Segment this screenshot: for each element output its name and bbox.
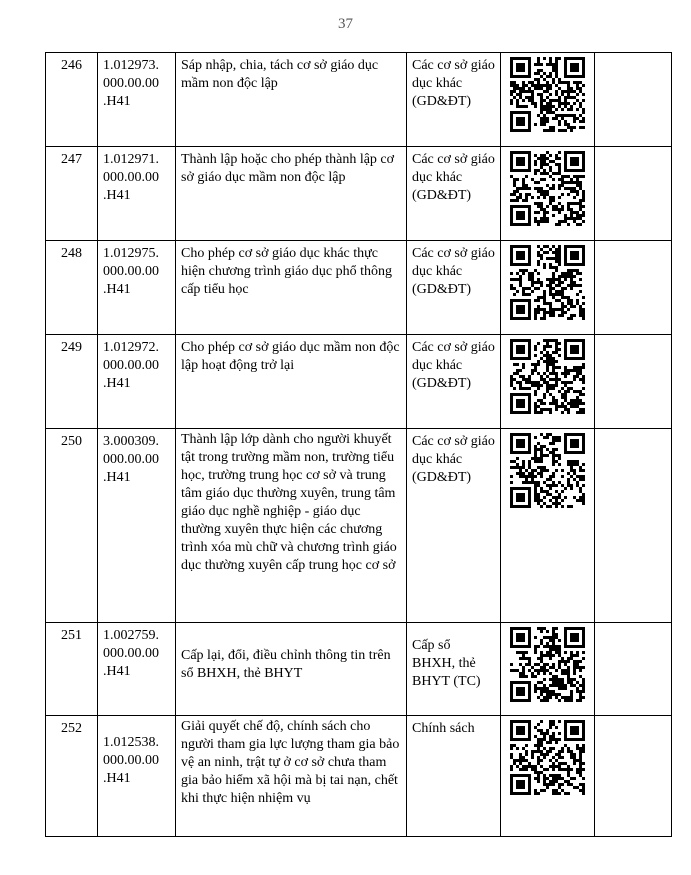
qr-cell (501, 53, 595, 147)
procedure-code: 3.000309. 000.00.00 .H41 (98, 429, 176, 623)
procedure-name: Thành lập hoặc cho phép thành lập cơ sở giáo dục mầm non độc lập (176, 147, 407, 241)
empty-cell (595, 335, 672, 429)
table-row (46, 335, 672, 429)
procedure-field: Các cơ sở giáo dục khác (GD&ĐT) (407, 429, 501, 623)
qr-cell (501, 241, 595, 335)
qr-cell (501, 147, 595, 241)
procedure-code: 1.012971. 000.00.00 .H41 (98, 147, 176, 241)
empty-cell (595, 241, 672, 335)
table-row (46, 429, 672, 623)
procedure-name: Cho phép cơ sở giáo dục khác thực hiện chương trình giáo dục phổ thông cấp tiểu học (176, 241, 407, 335)
table-row (46, 716, 672, 837)
procedure-table (45, 52, 672, 837)
procedure-name: Cho phép cơ sở giáo dục mầm non độc lập hoạt động trở lại (176, 335, 407, 429)
empty-cell (595, 53, 672, 147)
procedure-name: Thành lập lớp dành cho người khuyết tật trong trường mầm non, trường tiểu học, trường trung học cơ sở và trung tâm giáo dục thường xuyên, trung tâm giáo dục nghề nghiệp - giáo dục thường xuyên thực hiện các chương trình xóa mù chữ và chương trình giáo dục thường xuyên cấp trung học cơ sở (176, 429, 407, 623)
procedure-code: 1.002759. 000.00.00 .H41 (98, 623, 176, 716)
empty-cell (595, 429, 672, 623)
row-number: 252 (46, 716, 98, 837)
procedure-code: 1.012972. 000.00.00 .H41 (98, 335, 176, 429)
qr-cell (501, 623, 595, 716)
qr-cell (501, 716, 595, 837)
qr-code-icon[interactable] (510, 339, 585, 414)
procedure-field: Các cơ sở giáo dục khác (GD&ĐT) (407, 147, 501, 241)
qr-code-icon[interactable] (510, 57, 585, 132)
procedure-code: 1.012975. 000.00.00 .H41 (98, 241, 176, 335)
qr-code-icon[interactable] (510, 627, 585, 702)
table-row (46, 53, 672, 147)
qr-code-icon[interactable] (510, 433, 585, 508)
procedure-field: Các cơ sở giáo dục khác (GD&ĐT) (407, 53, 501, 147)
qr-code-icon[interactable] (510, 151, 585, 226)
procedure-name: Cấp lại, đổi, điều chỉnh thông tin trên sổ BHXH, thẻ BHYT (176, 623, 407, 716)
qr-code-icon[interactable] (510, 720, 585, 795)
procedure-field: Chính sách (407, 716, 501, 837)
procedure-name: Giải quyết chế độ, chính sách cho người tham gia lực lượng tham gia bảo vệ an ninh, trật tự ở cơ sở chưa tham gia bảo hiểm xã hội mà bị tai nạn, chết khi thực hiện nhiệm vụ (176, 716, 407, 837)
procedure-name: Sáp nhập, chia, tách cơ sở giáo dục mầm non độc lập (176, 53, 407, 147)
row-number: 246 (46, 53, 98, 147)
page-number: 37 (338, 16, 353, 32)
table-row (46, 623, 672, 716)
procedure-code: 1.012973. 000.00.00 .H41 (98, 53, 176, 147)
row-number: 248 (46, 241, 98, 335)
procedure-field: Cấp sổ BHXH, thẻ BHYT (TC) (407, 623, 501, 716)
procedure-code: 1.012538. 000.00.00 .H41 (98, 716, 176, 837)
procedure-field: Các cơ sở giáo dục khác (GD&ĐT) (407, 241, 501, 335)
qr-cell (501, 335, 595, 429)
qr-code-icon[interactable] (510, 245, 585, 320)
row-number: 250 (46, 429, 98, 623)
table-row (46, 241, 672, 335)
row-number: 249 (46, 335, 98, 429)
row-number: 247 (46, 147, 98, 241)
empty-cell (595, 147, 672, 241)
row-number: 251 (46, 623, 98, 716)
qr-cell (501, 429, 595, 623)
empty-cell (595, 716, 672, 837)
table-row (46, 147, 672, 241)
procedure-field: Các cơ sở giáo dục khác (GD&ĐT) (407, 335, 501, 429)
empty-cell (595, 623, 672, 716)
